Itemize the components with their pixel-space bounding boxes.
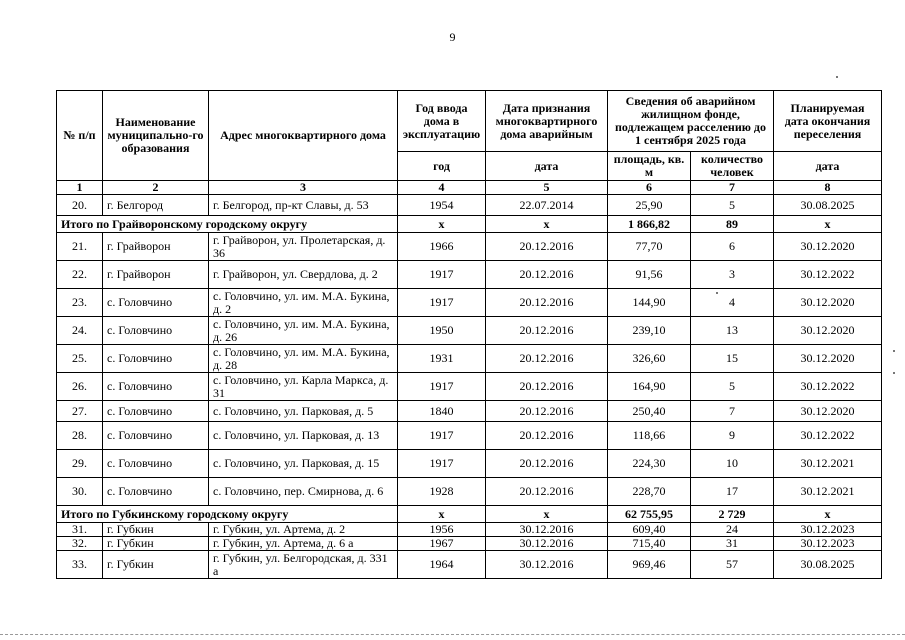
row-area: 609,40 xyxy=(608,523,691,537)
row-date: 30.12.2016 xyxy=(486,523,608,537)
table-row xyxy=(57,289,882,317)
row-people: 9 xyxy=(691,422,774,450)
row-date: 30.12.2016 xyxy=(486,551,608,579)
row-address: с. Головчино, ул. им. М.А. Букина, д. 28 xyxy=(209,345,398,373)
header-municipality: Наименование муниципально-го образования xyxy=(103,91,209,181)
row-num: 31. xyxy=(57,523,103,537)
row-num: 26. xyxy=(57,373,103,401)
table-row xyxy=(57,551,882,579)
row-date: 20.12.2016 xyxy=(486,401,608,422)
row-num: 25. xyxy=(57,345,103,373)
row-area: 326,60 xyxy=(608,345,691,373)
row-planned: 30.12.2020 xyxy=(774,289,882,317)
row-people: 17 xyxy=(691,478,774,506)
total-row xyxy=(57,216,882,233)
total-year: х xyxy=(398,506,486,523)
row-year: 1954 xyxy=(398,195,486,216)
column-index: 5 xyxy=(486,181,608,195)
row-date: 20.12.2016 xyxy=(486,289,608,317)
row-year: 1917 xyxy=(398,289,486,317)
total-date: х xyxy=(486,216,608,233)
scan-speck xyxy=(893,350,895,352)
row-people: 5 xyxy=(691,195,774,216)
row-municipality: с. Головчино xyxy=(103,422,209,450)
row-people: 24 xyxy=(691,523,774,537)
row-year: 1967 xyxy=(398,537,486,551)
column-index: 6 xyxy=(608,181,691,195)
table-row xyxy=(57,478,882,506)
row-year: 1931 xyxy=(398,345,486,373)
row-area: 250,40 xyxy=(608,401,691,422)
scan-speck xyxy=(716,292,718,294)
row-date: 20.12.2016 xyxy=(486,373,608,401)
row-date: 20.12.2016 xyxy=(486,478,608,506)
row-municipality: г. Губкин xyxy=(103,523,209,537)
table-row xyxy=(57,373,882,401)
row-area: 224,30 xyxy=(608,450,691,478)
total-label: Итого по Губкинскому городскому округу xyxy=(57,506,398,523)
row-date: 20.12.2016 xyxy=(486,317,608,345)
row-municipality: г. Грайворон xyxy=(103,233,209,261)
page-number: 9 xyxy=(449,30,456,44)
row-people: 5 xyxy=(691,373,774,401)
row-area: 715,40 xyxy=(608,537,691,551)
table-row xyxy=(57,422,882,450)
row-municipality: с. Головчино xyxy=(103,345,209,373)
subheader-year: год xyxy=(398,152,486,181)
row-address: с. Головчино, ул. Карла Маркса, д. 31 xyxy=(209,373,398,401)
row-area: 77,70 xyxy=(608,233,691,261)
row-date: 20.12.2016 xyxy=(486,345,608,373)
emergency-housing-table xyxy=(56,90,882,579)
row-year: 1917 xyxy=(398,373,486,401)
row-address: г. Губкин, ул. Артема, д. 2 xyxy=(209,523,398,537)
row-planned: 30.12.2020 xyxy=(774,345,882,373)
row-people: 31 xyxy=(691,537,774,551)
row-year: 1950 xyxy=(398,317,486,345)
total-people: 89 xyxy=(691,216,774,233)
page-bottom-edge xyxy=(0,634,905,635)
total-row xyxy=(57,506,882,523)
row-address: г. Грайворон, ул. Пролетарская, д. 36 xyxy=(209,233,398,261)
row-num: 28. xyxy=(57,422,103,450)
row-year: 1964 xyxy=(398,551,486,579)
header-address: Адрес многоквартирного дома xyxy=(209,91,398,181)
total-planned: х xyxy=(774,506,882,523)
row-municipality: г. Грайворон xyxy=(103,261,209,289)
row-date: 30.12.2016 xyxy=(486,537,608,551)
table-row xyxy=(57,345,882,373)
row-date: 20.12.2016 xyxy=(486,450,608,478)
row-date: 20.12.2016 xyxy=(486,233,608,261)
row-planned: 30.12.2022 xyxy=(774,261,882,289)
row-num: 23. xyxy=(57,289,103,317)
table-body xyxy=(57,195,882,579)
column-index: 3 xyxy=(209,181,398,195)
column-index: 2 xyxy=(103,181,209,195)
row-people: 3 xyxy=(691,261,774,289)
row-year: 1840 xyxy=(398,401,486,422)
row-address: г. Губкин, ул. Белгородская, д. 331 а xyxy=(209,551,398,579)
row-planned: 30.12.2022 xyxy=(774,373,882,401)
row-address: г. Грайворон, ул. Свердлова, д. 2 xyxy=(209,261,398,289)
row-date: 20.12.2016 xyxy=(486,261,608,289)
row-people: 13 xyxy=(691,317,774,345)
row-municipality: г. Белгород xyxy=(103,195,209,216)
header-num: № п/п xyxy=(57,91,103,181)
row-planned: 30.08.2025 xyxy=(774,195,882,216)
row-area: 239,10 xyxy=(608,317,691,345)
table-row xyxy=(57,401,882,422)
row-municipality: с. Головчино xyxy=(103,373,209,401)
scan-speck xyxy=(836,76,838,78)
table-row xyxy=(57,233,882,261)
row-address: г. Белгород, пр-кт Славы, д. 53 xyxy=(209,195,398,216)
row-area: 91,56 xyxy=(608,261,691,289)
subheader-people: количество человек xyxy=(691,152,774,181)
row-planned: 30.08.2025 xyxy=(774,551,882,579)
row-year: 1966 xyxy=(398,233,486,261)
row-area: 25,90 xyxy=(608,195,691,216)
row-planned: 30.12.2022 xyxy=(774,422,882,450)
row-area: 164,90 xyxy=(608,373,691,401)
row-year: 1917 xyxy=(398,261,486,289)
column-index: 8 xyxy=(774,181,882,195)
total-label: Итого по Грайворонскому городскому округу xyxy=(57,216,398,233)
row-num: 32. xyxy=(57,537,103,551)
column-index: 1 xyxy=(57,181,103,195)
row-year: 1917 xyxy=(398,450,486,478)
row-year: 1928 xyxy=(398,478,486,506)
row-people: 6 xyxy=(691,233,774,261)
row-area: 228,70 xyxy=(608,478,691,506)
row-address: с. Головчино, ул. Парковая, д. 5 xyxy=(209,401,398,422)
table-row xyxy=(57,195,882,216)
subheader-planned: дата xyxy=(774,152,882,181)
row-planned: 30.12.2021 xyxy=(774,450,882,478)
row-municipality: с. Головчино xyxy=(103,478,209,506)
row-municipality: г. Губкин xyxy=(103,551,209,579)
row-date: 20.12.2016 xyxy=(486,422,608,450)
row-people: 10 xyxy=(691,450,774,478)
row-people: 57 xyxy=(691,551,774,579)
column-index-row xyxy=(57,181,882,195)
row-address: с. Головчино, ул. Парковая, д. 15 xyxy=(209,450,398,478)
table-row xyxy=(57,450,882,478)
row-municipality: с. Головчино xyxy=(103,289,209,317)
row-planned: 30.12.2023 xyxy=(774,537,882,551)
row-year: 1956 xyxy=(398,523,486,537)
total-people: 2 729 xyxy=(691,506,774,523)
row-address: с. Головчино, ул. Парковая, д. 13 xyxy=(209,422,398,450)
subheader-date: дата xyxy=(486,152,608,181)
row-num: 30. xyxy=(57,478,103,506)
row-municipality: с. Головчино xyxy=(103,317,209,345)
column-index: 7 xyxy=(691,181,774,195)
total-area: 62 755,95 xyxy=(608,506,691,523)
scan-speck xyxy=(893,372,895,374)
row-planned: 30.12.2020 xyxy=(774,317,882,345)
row-planned: 30.12.2020 xyxy=(774,233,882,261)
row-planned: 30.12.2021 xyxy=(774,478,882,506)
row-address: с. Головчино, ул. им. М.А. Букина, д. 2 xyxy=(209,289,398,317)
total-area: 1 866,82 xyxy=(608,216,691,233)
row-year: 1917 xyxy=(398,422,486,450)
row-num: 27. xyxy=(57,401,103,422)
table-row xyxy=(57,261,882,289)
row-num: 24. xyxy=(57,317,103,345)
table-row xyxy=(57,537,882,551)
row-num: 20. xyxy=(57,195,103,216)
row-planned: 30.12.2023 xyxy=(774,523,882,537)
row-area: 144,90 xyxy=(608,289,691,317)
subheader-area: площадь, кв. м xyxy=(608,152,691,181)
header-year-built: Год ввода дома в эксплуатацию xyxy=(398,91,486,152)
row-people: 4 xyxy=(691,289,774,317)
row-municipality: с. Головчино xyxy=(103,450,209,478)
row-planned: 30.12.2020 xyxy=(774,401,882,422)
row-municipality: с. Головчино xyxy=(103,401,209,422)
header-row xyxy=(57,91,882,152)
row-people: 7 xyxy=(691,401,774,422)
row-num: 21. xyxy=(57,233,103,261)
row-num: 22. xyxy=(57,261,103,289)
column-index: 4 xyxy=(398,181,486,195)
row-address: с. Головчино, пер. Смирнова, д. 6 xyxy=(209,478,398,506)
table-row xyxy=(57,523,882,537)
total-date: х xyxy=(486,506,608,523)
row-address: г. Губкин, ул. Артема, д. 6 а xyxy=(209,537,398,551)
row-municipality: г. Губкин xyxy=(103,537,209,551)
row-area: 969,46 xyxy=(608,551,691,579)
row-address: с. Головчино, ул. им. М.А. Букина, д. 26 xyxy=(209,317,398,345)
total-planned: х xyxy=(774,216,882,233)
table-row xyxy=(57,317,882,345)
total-year: х xyxy=(398,216,486,233)
row-people: 15 xyxy=(691,345,774,373)
row-area: 118,66 xyxy=(608,422,691,450)
row-num: 33. xyxy=(57,551,103,579)
header-planned: Планируемая дата окончания переселения xyxy=(774,91,882,152)
row-date: 22.07.2014 xyxy=(486,195,608,216)
header-info: Сведения об аварийном жилищном фонде, подлежащем расселению до 1 сентября 2025 года xyxy=(608,91,774,152)
row-num: 29. xyxy=(57,450,103,478)
header-date-recognized: Дата признания многоквартирного дома аварийным xyxy=(486,91,608,152)
